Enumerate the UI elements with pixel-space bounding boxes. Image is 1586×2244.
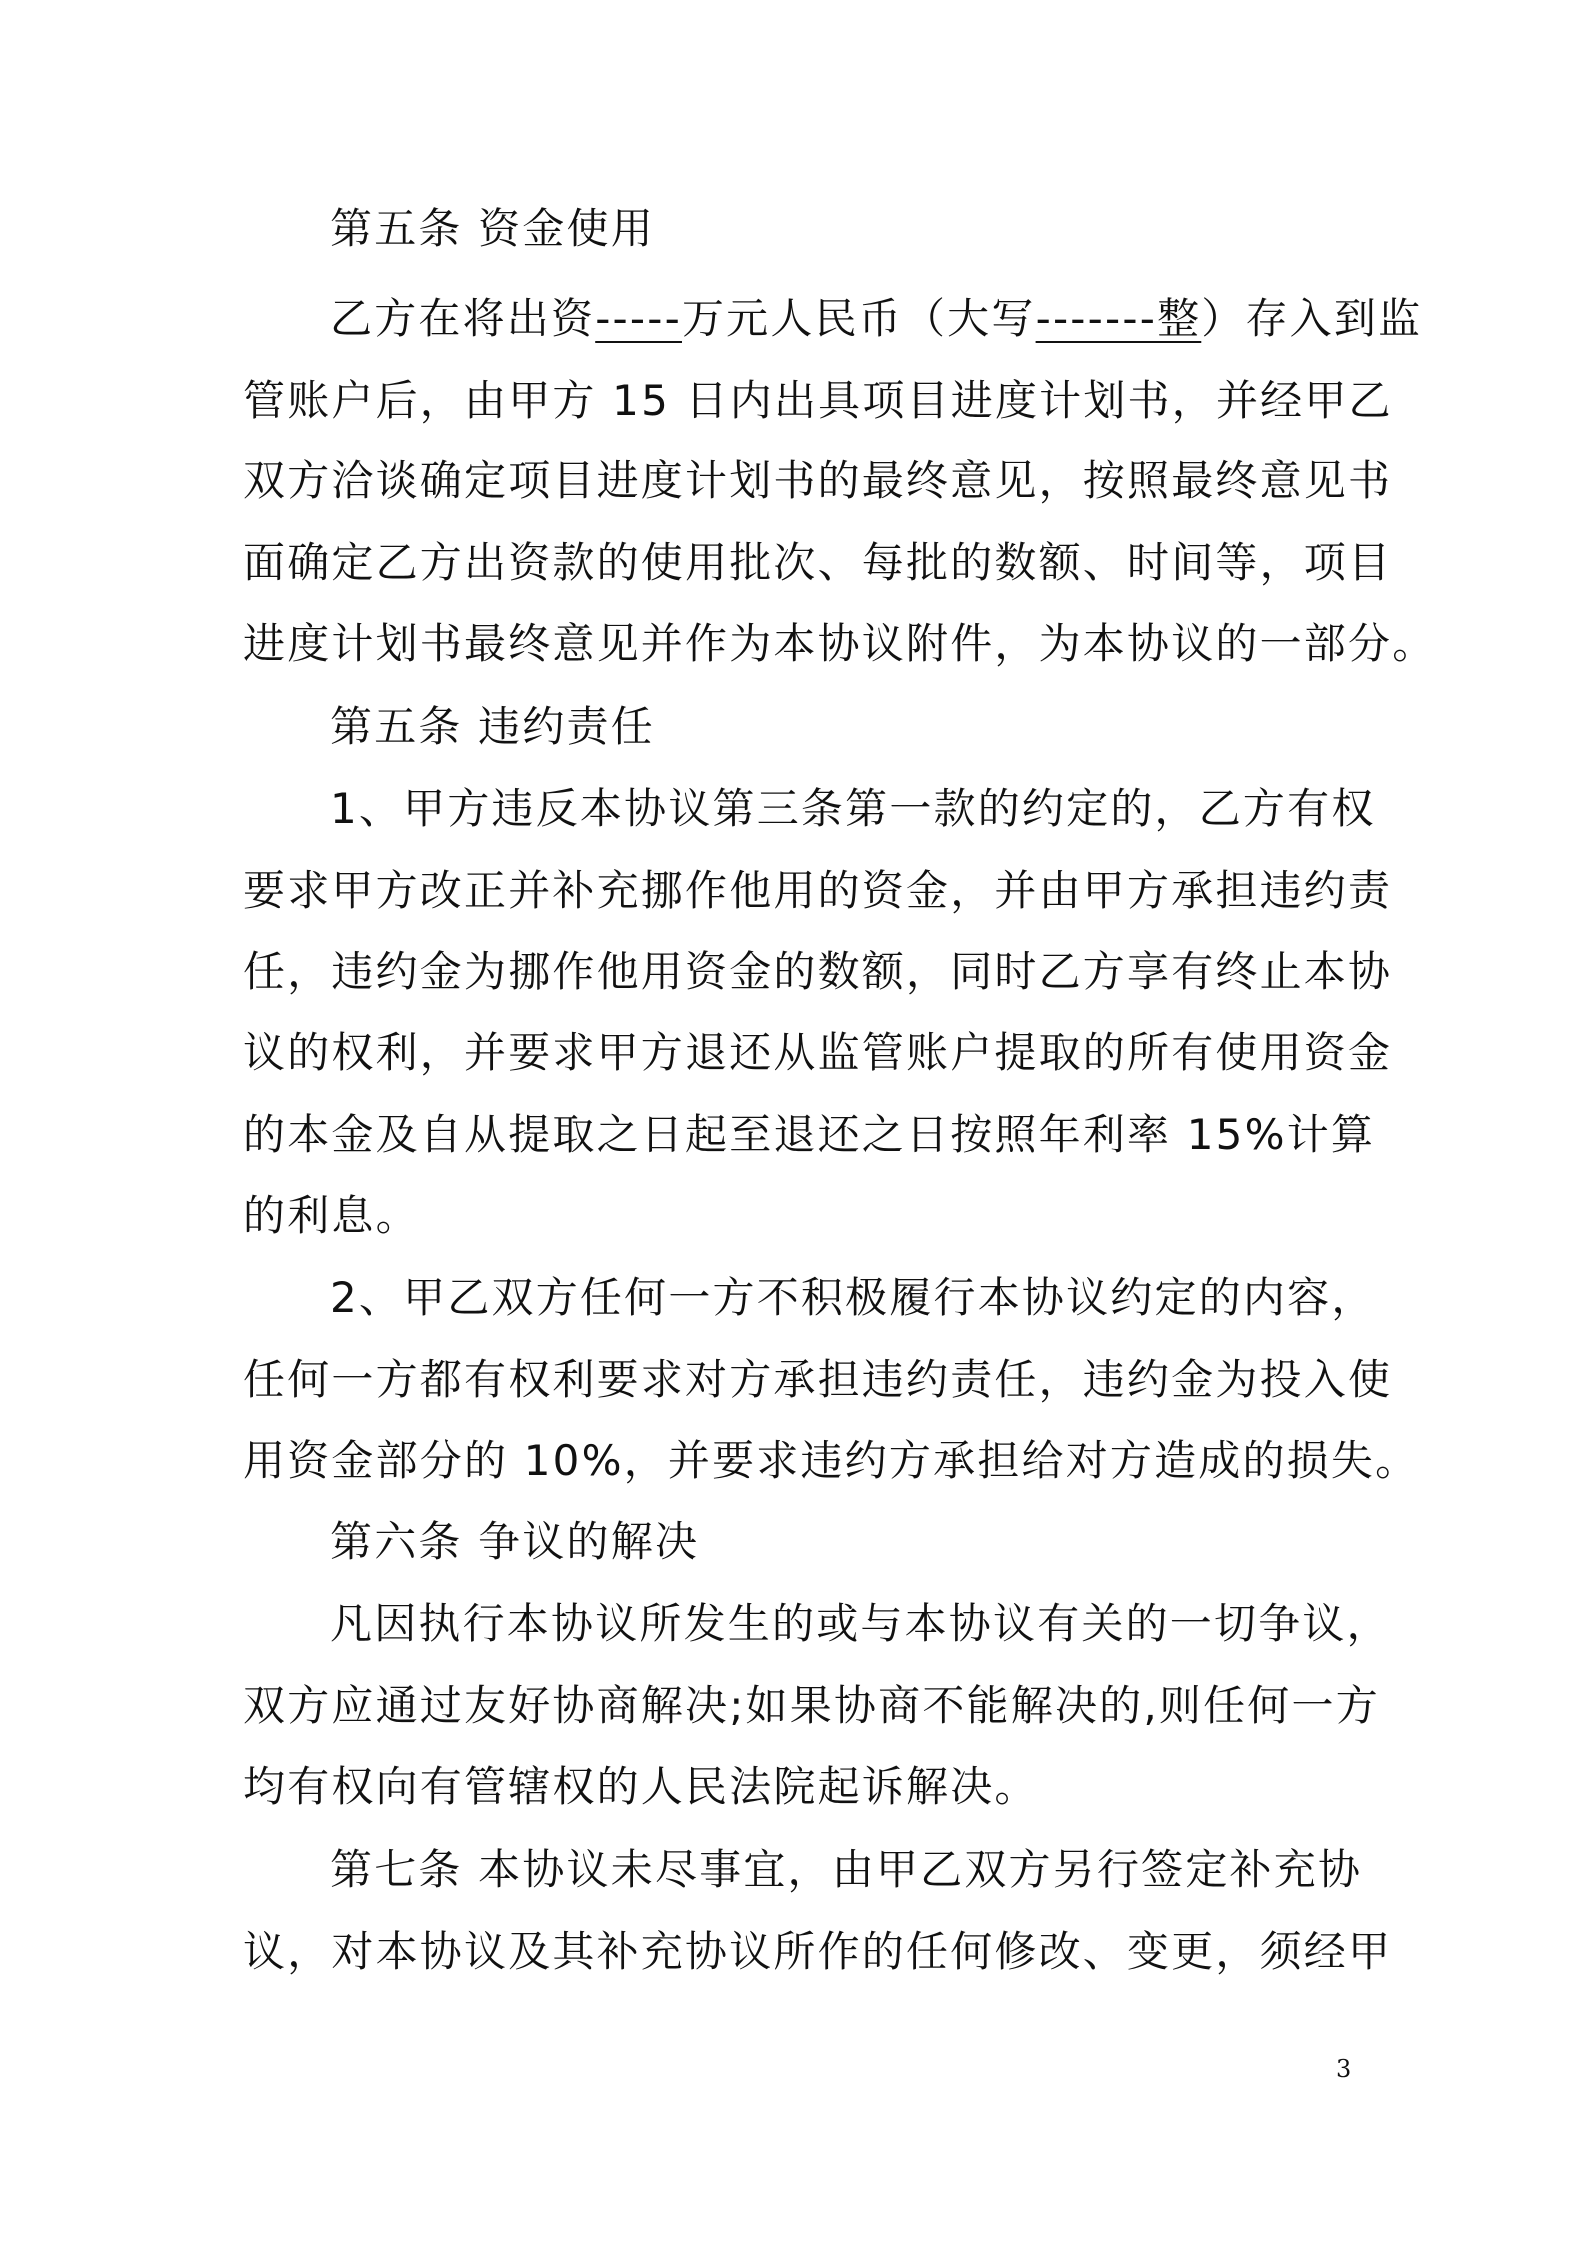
article-5b-item-1-line-5: 的本金及自从提取之日起至退还之日按照年利率 15%计算 xyxy=(243,1110,1376,1159)
article-5b-item-1-line-6: 的利息。 xyxy=(243,1191,420,1240)
article-5b-item-1-line-1: 1、甲方违反本协议第三条第一款的约定的，乙方有权 xyxy=(330,784,1376,833)
article-6-paragraph-line-3: 均有权向有管辖权的人民法院起诉解决。 xyxy=(243,1762,1039,1811)
article-6-paragraph-line-2: 双方应通过友好协商解决;如果协商不能解决的,则任何一方 xyxy=(243,1681,1380,1730)
article-5-paragraph-line-2: 管账户后，由甲方 15 日内出具项目进度计划书，并经甲乙 xyxy=(243,376,1393,425)
article-5-title: 第五条 资金使用 xyxy=(330,204,655,253)
article-5b-item-1-line-4: 议的权利，并要求甲方退还从监管账户提取的所有使用资金 xyxy=(243,1028,1393,1077)
article-6-title: 第六条 争议的解决 xyxy=(330,1517,700,1566)
article-7-line-2: 议，对本协议及其补充协议所作的任何修改、变更，须经甲 xyxy=(243,1927,1393,1976)
article-5-paragraph-line-5: 进度计划书最终意见并作为本协议附件，为本协议的一部分。 xyxy=(243,619,1437,668)
text-segment: ）存入到监 xyxy=(1201,294,1423,343)
article-5b-title: 第五条 违约责任 xyxy=(330,702,655,751)
article-5-paragraph-line-3: 双方洽谈确定项目进度计划书的最终意见，按照最终意见书 xyxy=(243,456,1393,505)
text-segment: 乙方在将出资 xyxy=(330,294,596,343)
article-5b-item-2-line-1: 2、甲乙双方任何一方不积极履行本协议约定的内容， xyxy=(330,1273,1376,1322)
article-7-line-1: 第七条 本协议未尽事宜，由甲乙双方另行签定补充协 xyxy=(330,1845,1363,1894)
text-segment: 万元人民币（大写 xyxy=(681,294,1036,343)
article-5b-item-1-line-2: 要求甲方改正并补充挪作他用的资金，并由甲方承担违约责 xyxy=(243,866,1393,915)
article-5b-item-1-line-3: 任，违约金为挪作他用资金的数额，同时乙方享有终止本协 xyxy=(243,947,1393,996)
page-number: 3 xyxy=(1336,2055,1352,2083)
article-5b-item-2-line-2: 任何一方都有权利要求对方承担违约责任，违约金为投入使 xyxy=(243,1355,1393,1404)
amount-words-blank: -------整 xyxy=(1035,294,1202,343)
article-5-paragraph-line-4: 面确定乙方出资款的使用批次、每批的数额、时间等，项目 xyxy=(243,538,1393,587)
amount-blank: ----- xyxy=(595,294,682,343)
article-5-paragraph-line-1 xyxy=(330,289,1423,349)
article-6-paragraph-line-1: 凡因执行本协议所发生的或与本协议有关的一切争议， xyxy=(330,1599,1391,1648)
article-5b-item-2-line-3: 用资金部分的 10%，并要求违约方承担给对方造成的损失。 xyxy=(243,1436,1420,1485)
